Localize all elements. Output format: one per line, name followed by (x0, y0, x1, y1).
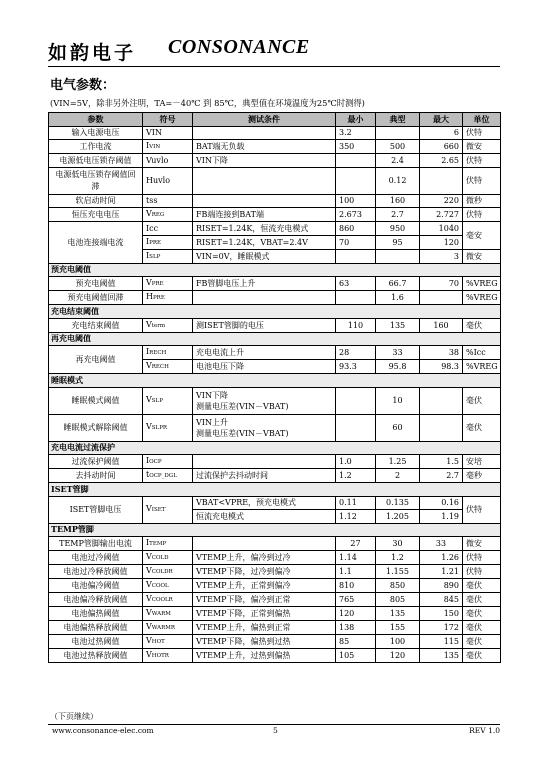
max-cell: 115 (420, 635, 463, 649)
electrical-parameters-table (48, 112, 501, 663)
param-cell: 电池偏冷阈值 (49, 579, 143, 593)
website-link[interactable]: www.consonance-elec.com (52, 726, 154, 735)
max-cell: 890 (420, 579, 463, 593)
group-row (49, 523, 501, 537)
unit-cell: %Icc (463, 346, 501, 360)
condition-cell: 电池电压下降 (193, 360, 336, 374)
group-title-sleep: 睡眠模式 (49, 374, 501, 388)
condition-cell (193, 194, 336, 208)
col-header-param: 参数 (49, 113, 143, 127)
table-row (49, 579, 501, 593)
typ-cell: 60 (376, 414, 420, 441)
symbol-cell: IPRE (143, 235, 193, 249)
min-cell: 765 (336, 593, 376, 607)
group-row (49, 305, 501, 319)
condition-cell (193, 291, 336, 305)
min-cell: 138 (336, 621, 376, 635)
page-header (48, 36, 500, 66)
symbol-cell: ITEMP (143, 537, 193, 551)
unit-cell: 安培 (463, 455, 501, 469)
symbol-cell: ISLP (143, 249, 193, 263)
param-cell: 电池过冷释放阈值 (49, 565, 143, 579)
table-row (49, 126, 501, 140)
symbol-cell: IVIN (143, 140, 193, 154)
max-cell: 33 (420, 537, 463, 551)
unit-cell: 微安 (463, 140, 501, 154)
unit-cell: 毫伏 (463, 414, 501, 441)
typ-cell: 950 (376, 222, 420, 236)
min-cell: 27 (336, 537, 376, 551)
min-cell (336, 167, 376, 194)
unit-cell: 毫伏 (463, 593, 501, 607)
condition-cell: VIN下降 测量电压差(VIN－VBAT) (193, 387, 336, 414)
typ-cell: 0.135 (376, 496, 420, 510)
condition-cell: VTEMP下降，过冷到偏冷 (193, 565, 336, 579)
max-cell: 1.21 (420, 565, 463, 579)
condition-cell (193, 455, 336, 469)
table-row (49, 208, 501, 222)
table-row (49, 635, 501, 649)
min-cell: 100 (336, 194, 376, 208)
max-cell (420, 167, 463, 194)
max-cell: 3 (420, 249, 463, 263)
max-cell: 6 (420, 126, 463, 140)
symbol-cell: VHOT (143, 635, 193, 649)
param-cell: 再充电阈值 (49, 346, 143, 374)
typ-cell: 0.12 (376, 167, 420, 194)
max-cell: 845 (420, 593, 463, 607)
min-cell: 70 (336, 235, 376, 249)
max-cell: 1040 (420, 222, 463, 236)
condition-cell: VTEMP上升，正常到偏冷 (193, 579, 336, 593)
param-cell: 恒压充电电压 (49, 208, 143, 222)
symbol-cell: VCOLDR (143, 565, 193, 579)
typ-cell (376, 249, 420, 263)
typ-cell: 805 (376, 593, 420, 607)
min-cell (336, 291, 376, 305)
unit-cell: 毫伏 (463, 607, 501, 621)
table-row (49, 607, 501, 621)
condition-cell: VTEMP上升，偏热到正常 (193, 621, 336, 635)
page-number: 5 (273, 726, 278, 735)
unit-cell: %VREG (463, 360, 501, 374)
param-cell: 电源低电压锁存阈值 (49, 154, 143, 168)
condition-cell: VIN上升 测量电压差(VIN－VBAT) (193, 414, 336, 441)
symbol-cell: Vuvlo (143, 154, 193, 168)
param-cell: 过流保护阈值 (49, 455, 143, 469)
condition-cell: VBAT<VPRE，预充电模式 (193, 496, 336, 510)
max-cell: 38 (420, 346, 463, 360)
max-cell (420, 387, 463, 414)
group-title-end: 充电结束阈值 (49, 305, 501, 319)
param-cell: 电池偏热释放阈值 (49, 621, 143, 635)
unit-cell: 微安 (463, 249, 501, 263)
max-cell: 1.5 (420, 455, 463, 469)
condition-cell: FB管脚电压上升 (193, 277, 336, 291)
symbol-cell: VIN (143, 126, 193, 140)
unit-cell: 毫伏 (463, 387, 501, 414)
typ-cell: 2.4 (376, 154, 420, 168)
min-cell: 105 (336, 649, 376, 663)
group-title-iset: ISET管脚 (49, 483, 501, 497)
symbol-cell: VHOTR (143, 649, 193, 663)
table-row (49, 387, 501, 414)
max-cell: 135 (420, 649, 463, 663)
condition-cell: VTEMP上升，过热到偏热 (193, 649, 336, 663)
typ-cell: 135 (376, 318, 420, 332)
min-cell: 1.0 (336, 455, 376, 469)
min-cell: 1.14 (336, 551, 376, 565)
group-title-temp: TEMP管脚 (49, 523, 501, 537)
condition-cell: VIN下降 (193, 154, 336, 168)
group-title-ocp: 充电电流过流保护 (49, 441, 501, 455)
table-row (49, 194, 501, 208)
table-row (49, 649, 501, 663)
unit-cell: 毫伏 (463, 621, 501, 635)
min-cell: 1.1 (336, 565, 376, 579)
unit-cell: %VREG (463, 291, 501, 305)
unit-cell: 伏特 (463, 565, 501, 579)
table-row (49, 346, 501, 360)
min-cell: 28 (336, 346, 376, 360)
table-row (49, 318, 501, 332)
symbol-cell: Huvlo (143, 167, 193, 194)
max-cell: 660 (420, 140, 463, 154)
symbol-cell: IRECH (143, 346, 193, 360)
min-cell: 120 (336, 607, 376, 621)
col-header-condition: 测试条件 (193, 113, 336, 127)
unit-cell: 伏特 (463, 551, 501, 565)
table-row (49, 621, 501, 635)
test-conditions: (VIN=5V，除非另外注明，TA=－40℃ 到 85℃，典型值在环境温度为25℃时测得) (50, 98, 365, 108)
max-cell: 150 (420, 607, 463, 621)
param-cell: 电源低电压锁存阈值回滞 (49, 167, 143, 194)
continued-note: （下页继续） (50, 712, 98, 721)
typ-cell: 30 (376, 537, 420, 551)
param-cell: 睡眠模式解除阈值 (49, 414, 143, 441)
max-cell: 1.19 (420, 510, 463, 524)
symbol-cell: IOCP (143, 455, 193, 469)
condition-cell: VTEMP下降，偏热到过热 (193, 635, 336, 649)
group-row (49, 483, 501, 497)
table-header-row (49, 113, 501, 127)
max-cell: 98.3 (420, 360, 463, 374)
symbol-cell: VRECH (143, 360, 193, 374)
section-title: 电气参数： (50, 78, 116, 93)
param-cell: TEMP管脚输出电流 (49, 537, 143, 551)
symbol-cell: tss (143, 194, 193, 208)
col-header-min: 最小 (336, 113, 376, 127)
max-cell: 172 (420, 621, 463, 635)
typ-cell: 33 (376, 346, 420, 360)
typ-cell: 135 (376, 607, 420, 621)
condition-cell: RISET=1.24K，恒流充电模式 (193, 222, 336, 236)
typ-cell: 1.25 (376, 455, 420, 469)
unit-cell: 伏特 (463, 167, 501, 194)
condition-cell: 测ISET管脚的电压 (193, 318, 336, 332)
max-cell: 220 (420, 194, 463, 208)
col-header-typ: 典型 (376, 113, 420, 127)
symbol-cell: VWARM (143, 607, 193, 621)
max-cell: 70 (420, 277, 463, 291)
symbol-cell: VWARMR (143, 621, 193, 635)
unit-cell: 伏特 (463, 208, 501, 222)
col-header-unit: 单位 (463, 113, 501, 127)
company-name-cn: 如韵电子 (48, 42, 137, 64)
typ-cell: 95.8 (376, 360, 420, 374)
min-cell (336, 154, 376, 168)
typ-cell: 2.7 (376, 208, 420, 222)
symbol-cell: VCOOL (143, 579, 193, 593)
param-cell: 预充电阈值 (49, 277, 143, 291)
condition-cell: VTEMP下降，正常到偏热 (193, 607, 336, 621)
typ-cell: 95 (376, 235, 420, 249)
min-cell: 93.3 (336, 360, 376, 374)
table-row (49, 167, 501, 194)
max-cell: 2.7 (420, 469, 463, 483)
max-cell (420, 414, 463, 441)
revision: REV 1.0 (469, 726, 500, 735)
unit-cell: 微安 (463, 537, 501, 551)
symbol-cell: VPRE (143, 277, 193, 291)
condition-cell: VTEMP上升，偏冷到过冷 (193, 551, 336, 565)
typ-cell: 2 (376, 469, 420, 483)
table-row (49, 496, 501, 510)
typ-cell: 160 (376, 194, 420, 208)
min-cell: 810 (336, 579, 376, 593)
unit-cell: 伏特 (463, 496, 501, 523)
table-row (49, 154, 501, 168)
param-cell: 预充电阈值回滞 (49, 291, 143, 305)
param-cell: ISET管脚电压 (49, 496, 143, 523)
param-cell: 充电结束阈值 (49, 318, 143, 332)
symbol-cell: VISET (143, 496, 193, 523)
unit-cell: 毫伏 (463, 649, 501, 663)
min-cell: 3.2 (336, 126, 376, 140)
unit-cell: %VREG (463, 277, 501, 291)
min-cell: 110 (336, 318, 376, 332)
min-cell (336, 249, 376, 263)
param-cell: 工作电流 (49, 140, 143, 154)
group-title-precharge: 预充电阈值 (49, 263, 501, 277)
condition-cell: 充电电流上升 (193, 346, 336, 360)
table-row (49, 455, 501, 469)
min-cell (336, 414, 376, 441)
table-row (49, 593, 501, 607)
unit-cell: 毫秒 (463, 469, 501, 483)
table-row (49, 140, 501, 154)
group-row (49, 374, 501, 388)
table-row (49, 414, 501, 441)
symbol-cell: Vterm (143, 318, 193, 332)
min-cell: 860 (336, 222, 376, 236)
max-cell: 2.65 (420, 154, 463, 168)
min-cell: 85 (336, 635, 376, 649)
max-cell: 160 (420, 318, 463, 332)
param-cell: 电池过冷阈值 (49, 551, 143, 565)
table-row (49, 222, 501, 236)
table-row (49, 291, 501, 305)
table-row (49, 469, 501, 483)
typ-cell: 120 (376, 649, 420, 663)
table-row (49, 277, 501, 291)
max-cell: 0.16 (420, 496, 463, 510)
typ-cell: 850 (376, 579, 420, 593)
table-row (49, 551, 501, 565)
group-row (49, 263, 501, 277)
condition-cell: VTEMP下降，偏冷到正常 (193, 593, 336, 607)
col-header-symbol: 符号 (143, 113, 193, 127)
condition-cell (193, 167, 336, 194)
symbol-cell: VSLPR (143, 414, 193, 441)
symbol-cell: tOCP_DGL (143, 469, 193, 483)
typ-cell: 1.2 (376, 551, 420, 565)
condition-cell: FB端连接到BAT端 (193, 208, 336, 222)
max-cell (420, 291, 463, 305)
col-header-max: 最大 (420, 113, 463, 127)
header-divider (48, 66, 500, 67)
param-cell: 电池过热阈值 (49, 635, 143, 649)
footer-divider (48, 724, 500, 725)
condition-cell: 过流保护去抖动时间 (193, 469, 336, 483)
symbol-cell: Icc (143, 222, 193, 236)
typ-cell: 500 (376, 140, 420, 154)
min-cell (336, 387, 376, 414)
min-cell: 2.673 (336, 208, 376, 222)
typ-cell: 100 (376, 635, 420, 649)
min-cell: 0.11 (336, 496, 376, 510)
condition-cell: 恒流充电模式 (193, 510, 336, 524)
typ-cell (376, 126, 420, 140)
min-cell: 1.12 (336, 510, 376, 524)
symbol-cell: VCOOLR (143, 593, 193, 607)
condition-cell: VIN=0V，睡眠模式 (193, 249, 336, 263)
symbol-cell: VCOLD (143, 551, 193, 565)
typ-cell: 155 (376, 621, 420, 635)
min-cell: 1.2 (336, 469, 376, 483)
symbol-cell: VSLP (143, 387, 193, 414)
param-cell: 电池偏冷释放阈值 (49, 593, 143, 607)
min-cell: 63 (336, 277, 376, 291)
typ-cell: 66.7 (376, 277, 420, 291)
param-cell: 电池过热释放阈值 (49, 649, 143, 663)
unit-cell: 伏特 (463, 126, 501, 140)
condition-cell (193, 537, 336, 551)
group-row (49, 441, 501, 455)
param-cell: 电池连接端电流 (49, 222, 143, 264)
param-cell: 输入电源电压 (49, 126, 143, 140)
param-cell: 软启动时间 (49, 194, 143, 208)
group-row (49, 332, 501, 346)
unit-cell: 毫伏 (463, 318, 501, 332)
condition-cell (193, 126, 336, 140)
unit-cell: 毫安 (463, 222, 501, 250)
param-cell: 去抖动时间 (49, 469, 143, 483)
group-title-recharge: 再充电阈值 (49, 332, 501, 346)
min-cell: 350 (336, 140, 376, 154)
typ-cell: 1.6 (376, 291, 420, 305)
condition-cell: RISET=1.24K，VBAT=2.4V (193, 235, 336, 249)
company-name-en: CONSONANCE (168, 36, 310, 58)
max-cell: 1.26 (420, 551, 463, 565)
table-row (49, 537, 501, 551)
typ-cell: 10 (376, 387, 420, 414)
param-cell: 电池偏热阈值 (49, 607, 143, 621)
table-row (49, 565, 501, 579)
typ-cell: 1.205 (376, 510, 420, 524)
max-cell: 120 (420, 235, 463, 249)
symbol-cell: VREG (143, 208, 193, 222)
param-cell: 睡眠模式阈值 (49, 387, 143, 414)
unit-cell: 毫伏 (463, 579, 501, 593)
condition-cell: BAT端无负载 (193, 140, 336, 154)
symbol-cell: HPRE (143, 291, 193, 305)
unit-cell: 毫伏 (463, 635, 501, 649)
unit-cell: 微秒 (463, 194, 501, 208)
max-cell: 2.727 (420, 208, 463, 222)
typ-cell: 1.155 (376, 565, 420, 579)
unit-cell: 伏特 (463, 154, 501, 168)
